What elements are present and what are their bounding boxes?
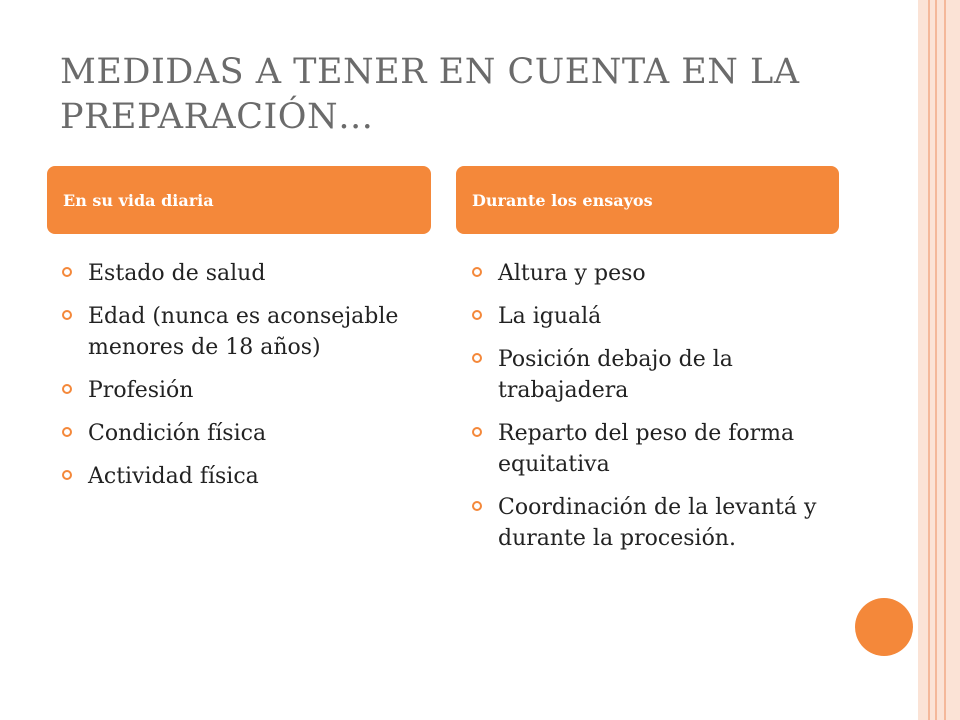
column-header-vida-diaria (47, 166, 431, 234)
list-item (60, 375, 430, 406)
column-header-label: En su vida diaria (63, 190, 214, 210)
bullet-circle-icon (62, 427, 72, 437)
list-item-text: Actividad física (88, 464, 259, 489)
decorative-circle (855, 598, 913, 656)
decorative-border (918, 0, 960, 720)
bullet-circle-icon (62, 470, 72, 480)
list-item (470, 418, 830, 480)
list-item (470, 301, 830, 332)
column-header-label: Durante los ensayos (472, 190, 653, 210)
bullet-circle-icon (62, 267, 72, 277)
slide-title: MEDIDAS A TENER EN CUENTA EN LA PREPARACIÓN… (60, 52, 800, 137)
bullet-circle-icon (472, 353, 482, 363)
bullet-circle-icon (472, 501, 482, 511)
column-header-ensayos (456, 166, 839, 234)
bullet-circle-icon (62, 310, 72, 320)
list-item (60, 258, 430, 289)
list-item (60, 418, 430, 449)
list-item-text: Profesión (88, 378, 194, 403)
list-item-text: Altura y peso (498, 261, 646, 286)
bullet-circle-icon (472, 267, 482, 277)
list-item (470, 258, 830, 289)
list-item (470, 492, 830, 554)
border-line (944, 0, 946, 720)
list-item-text: Coordinación de la levantá y durante la procesión. (498, 495, 817, 551)
bullet-circle-icon (472, 310, 482, 320)
border-line (935, 0, 937, 720)
list-item (470, 344, 830, 406)
list-item (60, 301, 430, 363)
list-item-text: La igualá (498, 304, 602, 329)
border-line (928, 0, 930, 720)
list-item-text: Edad (nunca es aconsejable menores de 18 años) (88, 304, 399, 360)
bullet-list-vida-diaria (60, 258, 430, 504)
bullet-circle-icon (472, 427, 482, 437)
list-item (60, 461, 430, 492)
list-item-text: Posición debajo de la trabajadera (498, 347, 733, 403)
list-item-text: Condición física (88, 421, 267, 446)
list-item-text: Reparto del peso de forma equitativa (498, 421, 795, 477)
bullet-list-ensayos (470, 258, 830, 566)
bullet-circle-icon (62, 384, 72, 394)
list-item-text: Estado de salud (88, 261, 266, 286)
